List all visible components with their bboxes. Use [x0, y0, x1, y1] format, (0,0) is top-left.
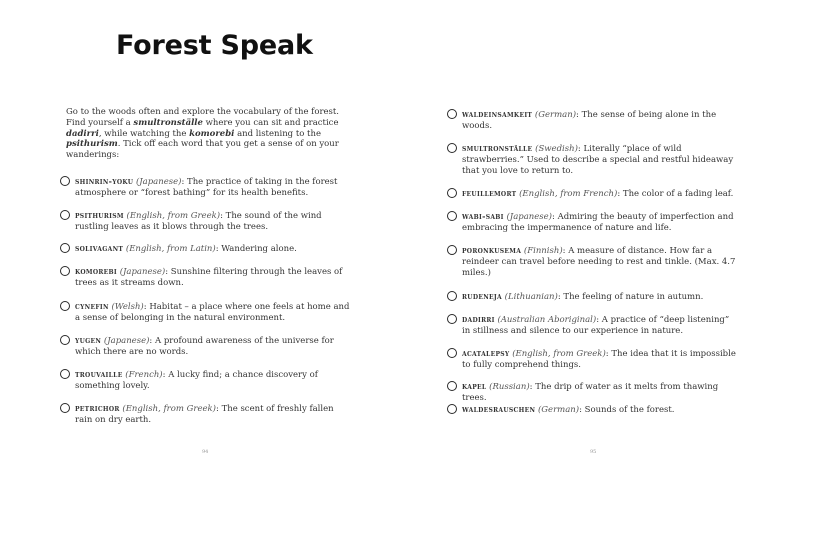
intro-text: where you can sit and practice	[202, 117, 339, 128]
entry-term: poronkusema	[462, 245, 522, 255]
word-entry	[60, 176, 350, 199]
word-entry	[60, 335, 350, 358]
entry-text	[462, 314, 739, 337]
intro-highlight-word: smultronställe	[133, 117, 203, 128]
intro-text: and listening to the	[234, 128, 321, 139]
entry-text	[462, 245, 739, 278]
entry-text	[75, 210, 350, 233]
entry-text	[75, 266, 350, 289]
entry-definition: : The practice of taking in the forest atmosphere or “forest bathing” for its health benefits.	[75, 177, 338, 198]
entry-term: waldesrauschen	[462, 404, 536, 414]
entry-language: (German)	[537, 405, 580, 415]
checkbox-circle[interactable]	[60, 301, 70, 311]
entry-text	[75, 301, 350, 324]
checkbox-circle[interactable]	[447, 245, 457, 255]
entry-language: (Russian)	[489, 382, 530, 392]
word-entry	[447, 143, 739, 176]
word-entry	[447, 188, 739, 200]
entry-definition: : Wandering alone.	[215, 244, 297, 254]
entry-term: cynefin	[75, 301, 109, 311]
entry-language: (Japanese)	[103, 336, 150, 346]
entry-definition: : Sunshine filtering through the leaves of trees as it streams down.	[75, 267, 343, 288]
word-entry	[447, 404, 739, 416]
intro-text: . Tick off each word that you get a sense of on your wanderings:	[66, 139, 339, 161]
entry-language: (Finnish)	[523, 246, 563, 256]
checkbox-circle[interactable]	[447, 404, 457, 414]
entry-term: kapel	[462, 381, 487, 391]
entry-term: trouvaille	[75, 369, 123, 379]
entry-text	[462, 291, 739, 303]
entry-text	[75, 176, 350, 199]
entry-language: (Swedish)	[535, 144, 578, 154]
word-entry	[60, 403, 350, 426]
entry-definition: : The color of a fading leaf.	[617, 189, 734, 199]
entry-language: (Welsh)	[111, 302, 144, 312]
entry-text	[462, 188, 739, 200]
entry-language: (Australian Aboriginal)	[497, 315, 597, 325]
checkbox-circle[interactable]	[60, 403, 70, 413]
entry-term: petrichor	[75, 403, 120, 413]
entry-language: (English, from French)	[519, 189, 618, 199]
entry-term: solivagant	[75, 243, 124, 253]
page-title: Forest Speak	[116, 30, 313, 61]
word-entry	[60, 243, 350, 255]
entry-text	[75, 403, 350, 426]
intro-highlight-word: psithurism	[66, 139, 118, 150]
entry-definition: : A profound awareness of the universe for which there are no words.	[75, 336, 334, 357]
checkbox-circle[interactable]	[60, 176, 70, 186]
word-entry	[447, 381, 739, 404]
page-number-left: 94	[202, 449, 209, 455]
word-entry	[60, 301, 350, 324]
checkbox-circle[interactable]	[447, 291, 457, 301]
word-entry	[447, 291, 739, 303]
word-entry	[447, 211, 739, 234]
intro-highlight-word: komorebi	[189, 128, 235, 139]
word-entry	[447, 109, 739, 132]
entry-definition: : A lucky find; a chance discovery of something lovely.	[75, 370, 318, 391]
word-entry	[60, 266, 350, 289]
entry-text	[75, 243, 350, 255]
entry-term: wabi-sabi	[462, 211, 504, 221]
entry-term: yugen	[75, 335, 102, 345]
entry-definition: : Admiring the beauty of imperfection and embracing the impermanence of nature and life.	[462, 212, 734, 233]
entry-language: (Lithuanian)	[504, 292, 558, 302]
word-entry	[60, 210, 350, 233]
entry-language: (English, from Greek)	[126, 211, 221, 221]
checkbox-circle[interactable]	[447, 143, 457, 153]
checkbox-circle[interactable]	[447, 314, 457, 324]
checkbox-circle[interactable]	[60, 266, 70, 276]
checkbox-circle[interactable]	[447, 211, 457, 221]
entry-term: waldeinsamkeit	[462, 109, 533, 119]
entry-language: (French)	[125, 370, 163, 380]
entry-term: feuillemort	[462, 188, 517, 198]
entry-language: (Japanese)	[119, 267, 166, 277]
entry-definition: : The idea that it is impossible to fully comprehend things.	[462, 349, 736, 370]
entry-definition: : The feeling of nature in autumn.	[557, 292, 704, 302]
entry-language: (English, from Latin)	[125, 244, 216, 254]
intro-highlight-word: dadirri	[66, 128, 99, 139]
checkbox-circle[interactable]	[447, 348, 457, 358]
entry-language: (English, from Greek)	[122, 404, 216, 414]
entry-term: komorebi	[75, 266, 117, 276]
checkbox-circle[interactable]	[60, 369, 70, 379]
entry-text	[462, 211, 739, 234]
entry-definition: : A measure of distance. How far a reindeer can travel before needing to rest and tinkle. (Max. 4.7 miles.)	[462, 246, 736, 278]
entry-text	[462, 381, 739, 404]
checkbox-circle[interactable]	[60, 335, 70, 345]
entry-text	[462, 348, 739, 371]
entry-term: dadirri	[462, 314, 495, 324]
entry-definition: : Habitat – a place where one feels at home and a sense of belonging in the natural environment.	[75, 302, 350, 323]
checkbox-circle[interactable]	[447, 381, 457, 391]
word-entry	[447, 245, 739, 278]
entry-definition: : A practice of “deep listening” in stillness and silence to our experience in nature.	[462, 315, 730, 336]
word-entry	[447, 314, 739, 337]
checkbox-circle[interactable]	[60, 243, 70, 253]
intro-text: Go to the woods often and explore the vocabulary of the forest. Find yourself a	[66, 107, 340, 128]
entry-text	[462, 404, 739, 416]
checkbox-circle[interactable]	[447, 109, 457, 119]
entry-text	[462, 109, 739, 132]
checkbox-circle[interactable]	[447, 188, 457, 198]
entry-definition: : The sense of being alone in the woods.	[462, 110, 717, 131]
entry-language: (Japanese)	[506, 212, 552, 222]
word-entry	[447, 348, 739, 371]
entry-language: (Japanese)	[135, 177, 182, 187]
entry-text	[462, 143, 739, 176]
entry-term: shinrin-yoku	[75, 176, 134, 186]
entry-language: (English, from Greek)	[512, 349, 606, 359]
entry-text	[75, 369, 350, 392]
entry-term: psithurism	[75, 210, 124, 220]
checkbox-circle[interactable]	[60, 210, 70, 220]
entry-definition: : The scent of freshly fallen rain on dry earth.	[75, 404, 334, 425]
entry-term: acatalepsy	[462, 348, 510, 358]
intro-paragraph	[66, 107, 348, 161]
entry-language: (German)	[534, 110, 577, 120]
entry-term: smultronställe	[462, 143, 533, 153]
page-number-right: 95	[590, 449, 597, 455]
entry-definition: : The sound of the wind rustling leaves as it blows through the trees.	[75, 211, 322, 232]
entry-definition: : The drip of water as it melts from thawing trees.	[462, 382, 719, 403]
entry-definition: : Literally “place of wild strawberries.” Used to describe a special and restful hideaway that you love to return to.	[462, 144, 734, 176]
entry-text	[75, 335, 350, 358]
intro-text: , while watching the	[98, 128, 190, 139]
entry-term: rudeneja	[462, 291, 502, 301]
word-entry	[60, 369, 350, 392]
entry-definition: : Sounds of the forest.	[579, 405, 675, 415]
